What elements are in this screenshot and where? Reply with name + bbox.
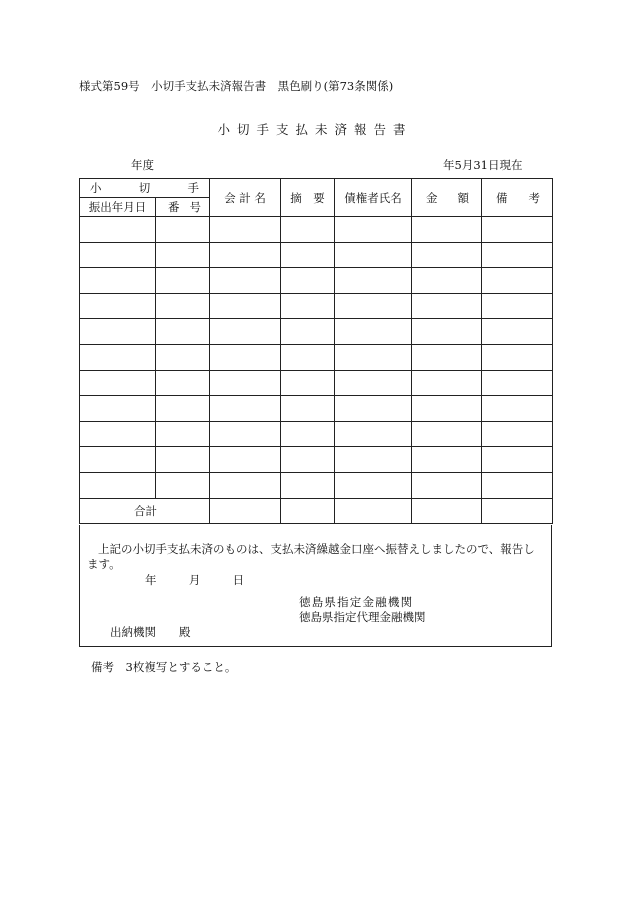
table-cell[interactable]	[80, 344, 156, 370]
table-cell[interactable]	[482, 242, 553, 268]
creditor-header: 債権者氏名	[335, 179, 412, 217]
table-cell[interactable]	[281, 421, 335, 447]
table-cell[interactable]	[156, 421, 210, 447]
table-cell[interactable]	[210, 319, 281, 345]
table-cell[interactable]	[281, 447, 335, 473]
table-row	[80, 293, 553, 319]
table-cell[interactable]	[335, 344, 412, 370]
table-cell[interactable]	[335, 293, 412, 319]
table-cell[interactable]	[210, 268, 281, 294]
table-cell[interactable]	[281, 370, 335, 396]
number-header	[156, 198, 210, 217]
table-cell[interactable]	[156, 319, 210, 345]
date-month-label: 月	[188, 573, 201, 587]
table-cell[interactable]	[210, 421, 281, 447]
table-cell[interactable]	[482, 396, 553, 422]
table-cell[interactable]	[210, 242, 281, 268]
table-cell[interactable]	[335, 268, 412, 294]
total-label	[80, 498, 210, 524]
table-cell[interactable]	[156, 344, 210, 370]
table-cell[interactable]	[412, 293, 482, 319]
table-cell[interactable]	[482, 344, 553, 370]
table-cell[interactable]	[210, 217, 281, 243]
table-cell[interactable]	[281, 319, 335, 345]
table-cell[interactable]	[281, 217, 335, 243]
total-label-part: 計	[145, 503, 157, 518]
table-cell[interactable]	[412, 217, 482, 243]
table-cell[interactable]	[156, 472, 210, 498]
check-header	[80, 179, 210, 198]
table-cell[interactable]	[210, 396, 281, 422]
number-header-part: 番	[168, 200, 180, 214]
total-label-part: 合	[134, 503, 146, 518]
table-cell[interactable]	[156, 217, 210, 243]
table-cell[interactable]	[335, 396, 412, 422]
total-cell[interactable]	[412, 498, 482, 524]
date-year-label: 年	[145, 573, 157, 587]
summary-header: 摘 要	[281, 179, 335, 217]
table-row	[80, 319, 553, 345]
check-header-part: 手	[187, 181, 199, 195]
table-cell[interactable]	[156, 293, 210, 319]
table-cell[interactable]	[210, 293, 281, 319]
amount-header	[412, 179, 482, 217]
remark-note: 備考 3枚複写とすること。	[91, 660, 237, 674]
table-row	[80, 217, 553, 243]
table-cell[interactable]	[412, 268, 482, 294]
total-cell[interactable]	[281, 498, 335, 524]
table-cell[interactable]	[210, 447, 281, 473]
table-cell[interactable]	[335, 472, 412, 498]
table-cell[interactable]	[482, 421, 553, 447]
table-row	[80, 396, 553, 422]
amount-header-part: 額	[457, 190, 469, 205]
table-cell[interactable]	[412, 319, 482, 345]
table-cell[interactable]	[210, 472, 281, 498]
table-row	[80, 421, 553, 447]
table-row	[80, 344, 553, 370]
issue-date-header: 振出年月日	[80, 198, 156, 217]
table-cell[interactable]	[281, 344, 335, 370]
fiscal-year-label: 年度	[131, 158, 154, 172]
check-header-part: 小	[90, 181, 102, 195]
table-cell[interactable]	[156, 370, 210, 396]
table-cell[interactable]	[156, 447, 210, 473]
table-cell[interactable]	[80, 217, 156, 243]
table-row	[80, 447, 553, 473]
table-cell[interactable]	[80, 396, 156, 422]
table-cell[interactable]	[281, 472, 335, 498]
table-row	[80, 268, 553, 294]
table-cell[interactable]	[412, 421, 482, 447]
table-cell[interactable]	[281, 293, 335, 319]
table-cell[interactable]	[335, 217, 412, 243]
number-header-part: 号	[189, 200, 201, 214]
total-cell[interactable]	[210, 498, 281, 524]
table-cell[interactable]	[210, 370, 281, 396]
table-cell[interactable]	[80, 268, 156, 294]
table-cell[interactable]	[80, 421, 156, 447]
table-cell[interactable]	[335, 447, 412, 473]
table-cell[interactable]	[482, 472, 553, 498]
table-cell[interactable]	[482, 319, 553, 345]
report-statement-box	[79, 525, 552, 647]
designated-bank-label: 徳島県指定金融機関	[299, 595, 414, 609]
table-cell[interactable]	[412, 396, 482, 422]
report-date-line	[145, 572, 244, 588]
table-cell[interactable]	[482, 217, 553, 243]
table-cell[interactable]	[156, 396, 210, 422]
table-cell[interactable]	[335, 319, 412, 345]
table-cell[interactable]	[482, 268, 553, 294]
as-of-date-label: 年5月31日現在	[443, 158, 523, 172]
recipient-label: 出納機関 殿	[110, 625, 191, 639]
table-cell[interactable]	[281, 242, 335, 268]
table-cell[interactable]	[412, 447, 482, 473]
table-cell[interactable]	[335, 242, 412, 268]
table-cell[interactable]	[412, 472, 482, 498]
table-cell[interactable]	[80, 472, 156, 498]
remarks-header-part: 備	[496, 190, 508, 205]
table-cell[interactable]	[210, 344, 281, 370]
table-cell[interactable]	[412, 242, 482, 268]
table-row	[80, 472, 553, 498]
table-cell[interactable]	[281, 396, 335, 422]
table-cell[interactable]	[156, 242, 210, 268]
account-header: 会 計 名	[210, 179, 281, 217]
table-row	[80, 370, 553, 396]
remarks-header	[482, 179, 553, 217]
table-cell[interactable]	[80, 370, 156, 396]
table-cell[interactable]	[281, 268, 335, 294]
table-cell[interactable]	[412, 344, 482, 370]
table-cell[interactable]	[482, 293, 553, 319]
date-day-label: 日	[232, 573, 245, 587]
total-cell[interactable]	[335, 498, 412, 524]
remarks-header-part: 考	[528, 190, 540, 205]
table-cell[interactable]	[482, 370, 553, 396]
form-header: 様式第59号 小切手支払未済報告書 黒色刷り(第73条関係)	[79, 79, 394, 93]
table-cell[interactable]	[335, 421, 412, 447]
designated-agent-bank-label: 徳島県指定代理金融機関	[299, 610, 426, 624]
table-cell[interactable]	[156, 268, 210, 294]
unpaid-checks-table	[79, 178, 553, 524]
table-cell[interactable]	[80, 242, 156, 268]
table-cell[interactable]	[412, 370, 482, 396]
table-cell[interactable]	[80, 319, 156, 345]
table-cell[interactable]	[80, 447, 156, 473]
document-title: 小切手支払未済報告書	[217, 122, 413, 137]
table-cell[interactable]	[335, 370, 412, 396]
table-cell[interactable]	[80, 293, 156, 319]
total-cell[interactable]	[482, 498, 553, 524]
report-text: 上記の小切手支払未済のものは、支払未済繰越金口座へ振替えしましたので、報告します。	[87, 542, 535, 571]
table-row	[80, 242, 553, 268]
table-cell[interactable]	[482, 447, 553, 473]
amount-header-part: 金	[426, 190, 438, 205]
check-header-part: 切	[138, 181, 151, 195]
